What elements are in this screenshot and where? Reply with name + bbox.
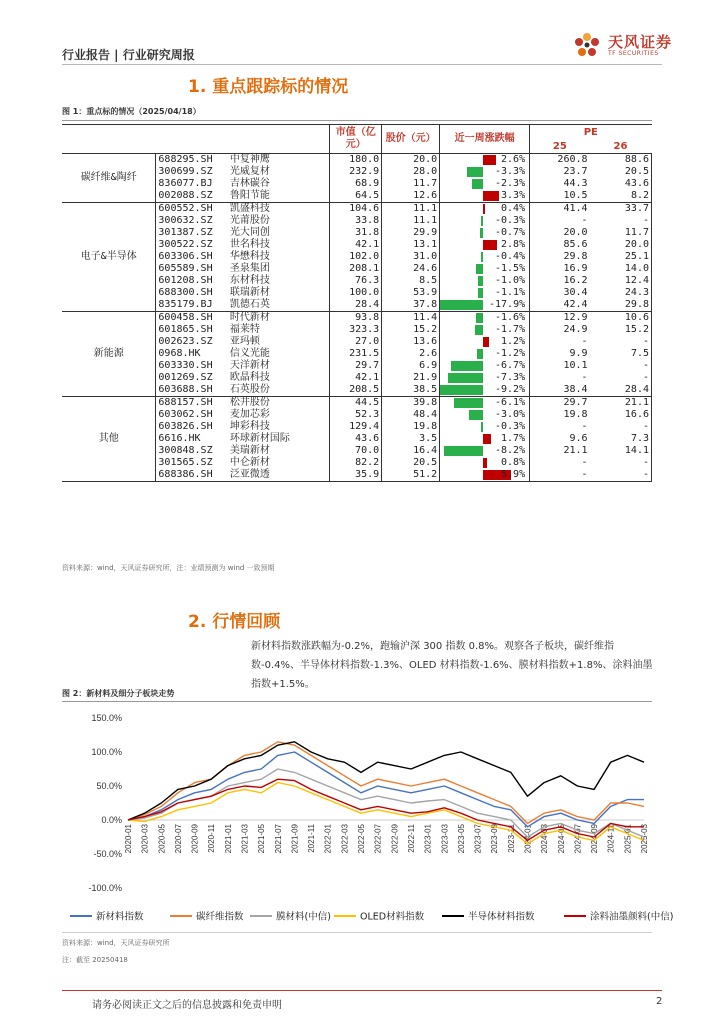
- stock-code: 300632.SZ: [156, 215, 228, 227]
- stock-price: 24.6: [382, 263, 440, 275]
- stock-code: 603826.SH: [156, 421, 228, 433]
- pe-2025: -: [530, 421, 590, 433]
- stock-code: 605589.SH: [156, 263, 228, 275]
- x-tick-label: 2023-05: [456, 824, 466, 854]
- market-cap: 52.3: [330, 409, 382, 421]
- weekly-change-value: 5.9%: [501, 469, 526, 480]
- stock-name: 环球新材国际: [229, 433, 290, 444]
- pe-2025: 30.4: [530, 287, 590, 299]
- x-tick-label: 2021-03: [240, 824, 250, 854]
- pe-2026: 29.8: [590, 299, 652, 312]
- weekly-change-cell: [440, 287, 530, 299]
- weekly-change-value: -9.2%: [495, 384, 526, 395]
- market-cap: 102.0: [330, 251, 382, 263]
- chart-date-note: 注：截至 20250418: [62, 956, 128, 964]
- market-cap: 68.9: [330, 178, 382, 190]
- pe-2025: 29.8: [530, 251, 590, 263]
- stock-code: 836077.BJ: [156, 178, 228, 190]
- x-tick-label: 2021-05: [257, 824, 267, 854]
- stock-price: 29.9: [382, 227, 440, 239]
- weekly-change-value: 3.3%: [501, 190, 526, 201]
- chart-source-note: 资料来源：wind，天风证券研究所: [62, 939, 170, 947]
- stock-name: 中仑新材: [229, 457, 270, 468]
- pe-2025: 16.2: [530, 275, 590, 287]
- weekly-change-value: 1.7%: [501, 433, 526, 444]
- y-tick-label: 100.0%: [91, 747, 122, 757]
- x-tick-label: 2023-01: [423, 824, 433, 854]
- figure1-caption: 图 1：重点标的情况（2025/04/18）: [62, 107, 201, 116]
- stock-price: 6.9: [382, 360, 440, 372]
- x-tick-label: 2020-03: [140, 824, 150, 854]
- stock-price: 13.6: [382, 336, 440, 348]
- legend-label: 半导体材料指数: [468, 911, 535, 923]
- weekly-change-value: 0.8%: [501, 457, 526, 468]
- stock-price: 11.7: [382, 178, 440, 190]
- pe-2026: 21.1: [590, 397, 652, 410]
- market-cap: 208.5: [330, 384, 382, 397]
- pe-2025: 85.6: [530, 239, 590, 251]
- stock-name: 世名科技: [229, 239, 270, 250]
- stock-name: 华懋科技: [229, 251, 270, 262]
- pe-2026: 10.6: [590, 312, 652, 325]
- pe-2025: 24.9: [530, 324, 590, 336]
- stock-code: 002623.SZ: [156, 336, 228, 348]
- pe-2026: 8.2: [590, 190, 652, 203]
- weekly-change-value: -1.1%: [495, 287, 526, 298]
- pe-2025: 41.4: [530, 203, 590, 216]
- market-cap: 64.5: [330, 190, 382, 203]
- pe-2025: 19.8: [530, 409, 590, 421]
- weekly-change-cell: [440, 299, 530, 312]
- x-tick-label: 2020-11: [207, 824, 217, 853]
- legend-label: 碳纤维指数: [196, 911, 244, 923]
- pe-2026: 20.0: [590, 239, 652, 251]
- stock-code: 300699.SZ: [156, 166, 228, 178]
- pe-2026: 88.6: [590, 154, 652, 167]
- stock-name: 美瑞新材: [229, 445, 270, 456]
- stock-name: 光威复材: [229, 166, 270, 177]
- market-cap: 231.5: [330, 348, 382, 360]
- pe-2025: 42.4: [530, 299, 590, 312]
- stock-code: 601208.SH: [156, 275, 228, 287]
- market-review-paragraph: 新材料指数涨跌幅为-0.2%，跑输沪深 300 指数 0.8%。观察各子板块，碳纤维指数-0.4%、半导体材料指数-1.3%、OLED 材料指数-1.6%、膜材料指数+1.8%、涂料油墨指数+1.5%。: [251, 641, 653, 690]
- x-tick-label: 2023-07: [473, 824, 483, 854]
- footer-divider: [62, 990, 662, 991]
- stock-code: 603306.SH: [156, 251, 228, 263]
- weekly-change-value: -1.2%: [495, 348, 526, 359]
- stock-code: 688386.SH: [156, 469, 228, 482]
- header-price: 股价（元）: [382, 125, 440, 154]
- market-cap: 180.0: [330, 154, 382, 167]
- stock-price: 11.4: [382, 312, 440, 325]
- weekly-change-value: -3.3%: [495, 166, 526, 177]
- stock-price: 11.1: [382, 203, 440, 216]
- stock-code: 601865.SH: [156, 324, 228, 336]
- table-source-note: 资料来源：wind，天风证券研究所，注：业绩预测为 wind 一致预期: [62, 564, 275, 572]
- stock-name: 凯盛科技: [228, 203, 330, 216]
- weekly-change-cell: [440, 239, 530, 251]
- stock-name: 信义光能: [229, 348, 270, 359]
- stock-name: 凯德石英: [228, 299, 330, 312]
- market-cap: 33.8: [330, 215, 382, 227]
- weekly-change-cell: [440, 324, 530, 336]
- x-tick-label: 2022-01: [323, 824, 333, 854]
- weekly-change-value: 0.4%: [501, 203, 526, 214]
- weekly-change-cell: [440, 421, 530, 433]
- pe-2025: 23.7: [530, 166, 590, 178]
- stock-price: 31.0: [382, 251, 440, 263]
- weekly-change-cell: [440, 445, 530, 457]
- weekly-change-value: 1.2%: [501, 336, 526, 347]
- pe-2026: -: [590, 336, 652, 348]
- pe-2026: 14.0: [590, 263, 652, 275]
- stock-name: 鲁阳节能: [228, 190, 330, 203]
- stock-price: 13.1: [382, 239, 440, 251]
- weekly-change-cell: [440, 312, 530, 325]
- pe-2026: -: [590, 372, 652, 384]
- weekly-change-cell: [440, 154, 530, 167]
- stock-price: 51.2: [382, 469, 440, 482]
- header-pe: PE: [530, 125, 652, 142]
- market-cap: 129.4: [330, 421, 382, 433]
- stock-name: 光莆股份: [229, 215, 270, 226]
- stock-price: 3.5: [382, 433, 440, 445]
- weekly-change-value: -0.4%: [495, 251, 526, 262]
- market-cap: 70.0: [330, 445, 382, 457]
- weekly-change-value: -6.1%: [495, 397, 526, 408]
- pe-2025: 38.4: [530, 384, 590, 397]
- x-tick-label: 2021-01: [223, 824, 233, 854]
- x-tick-label: 2023-09: [490, 824, 500, 854]
- group-label: 电子&半导体: [62, 203, 156, 312]
- pe-2025: -: [530, 457, 590, 469]
- weekly-change-cell: [440, 275, 530, 287]
- market-cap: 29.7: [330, 360, 382, 372]
- x-tick-label: 2024-11: [606, 824, 616, 853]
- header-chg: 近一周涨跌幅: [440, 125, 530, 154]
- section2-title: 2. 行情回顾: [188, 612, 281, 632]
- market-cap: 76.3: [330, 275, 382, 287]
- stock-name: 天洋新材: [229, 360, 270, 371]
- pe-2026: 43.6: [590, 178, 652, 190]
- stock-code: 002088.SZ: [156, 190, 228, 203]
- market-cap: 104.6: [330, 203, 382, 216]
- stock-code: 0968.HK: [156, 348, 228, 360]
- logo-en-text: TF SECURITIES: [608, 50, 659, 57]
- header-pe25: 25: [530, 141, 590, 154]
- x-tick-label: 2022-03: [340, 824, 350, 854]
- market-cap: 28.4: [330, 299, 382, 312]
- pe-2026: 25.1: [590, 251, 652, 263]
- x-tick-label: 2022-09: [390, 824, 400, 854]
- weekly-change-cell: [440, 166, 530, 178]
- x-tick-label: 2024-07: [573, 824, 583, 854]
- stock-code: 6616.HK: [156, 433, 228, 445]
- stock-price: 12.6: [382, 190, 440, 203]
- pe-2026: -: [590, 469, 652, 482]
- weekly-change-cell: [440, 263, 530, 275]
- stock-code: 300848.SZ: [156, 445, 228, 457]
- weekly-change-value: -8.2%: [495, 445, 526, 456]
- x-tick-label: 2023-03: [440, 824, 450, 854]
- market-cap: 27.0: [330, 336, 382, 348]
- pe-2026: 33.7: [590, 203, 652, 216]
- market-cap: 35.9: [330, 469, 382, 482]
- x-tick-label: 2020-01: [124, 824, 133, 854]
- weekly-change-value: -1.0%: [495, 275, 526, 286]
- weekly-change-cell: [440, 372, 530, 384]
- weekly-change-cell: [440, 190, 530, 203]
- stock-code: 603330.SH: [156, 360, 228, 372]
- weekly-change-value: -17.9%: [488, 299, 526, 310]
- stock-price: 20.0: [382, 154, 440, 167]
- x-tick-label: 2025-03: [640, 824, 649, 854]
- weekly-change-value: -6.7%: [495, 360, 526, 371]
- stock-price: 21.9: [382, 372, 440, 384]
- weekly-change-cell: [440, 433, 530, 445]
- pe-2025: 29.7: [530, 397, 590, 410]
- stock-price: 38.5: [382, 384, 440, 397]
- stock-price: 53.9: [382, 287, 440, 299]
- x-tick-label: 2021-11: [307, 824, 317, 853]
- x-tick-label: 2021-09: [290, 824, 300, 854]
- x-tick-label: 2020-09: [190, 824, 200, 854]
- stock-name: 亚玛顿: [229, 336, 260, 347]
- stock-name: 福莱特: [229, 324, 260, 335]
- pe-2025: 9.9: [530, 348, 590, 360]
- market-cap: 323.3: [330, 324, 382, 336]
- weekly-change-cell: [440, 178, 530, 190]
- weekly-change-cell: [440, 384, 530, 397]
- y-tick-label: -50.0%: [93, 849, 122, 859]
- stock-code: 301387.SZ: [156, 227, 228, 239]
- stock-name: 光大同创: [229, 227, 270, 238]
- weekly-change-cell: [440, 469, 530, 482]
- sector-trend-chart: [62, 706, 674, 931]
- company-logo: [570, 27, 680, 63]
- y-tick-label: 0.0%: [101, 815, 122, 825]
- pe-2025: 21.1: [530, 445, 590, 457]
- stock-name: 坤彩科技: [229, 421, 270, 432]
- pe-2025: -: [530, 215, 590, 227]
- legend-label: 涂料油墨颜料(中信): [590, 911, 674, 923]
- table-row: [62, 397, 652, 410]
- pe-2025: 10.5: [530, 190, 590, 203]
- figure2-rule: [62, 701, 652, 702]
- table-row: [62, 154, 652, 167]
- market-cap: 42.1: [330, 239, 382, 251]
- market-cap: 42.1: [330, 372, 382, 384]
- stock-price: 39.8: [382, 397, 440, 410]
- stock-code: 688300.SH: [156, 287, 228, 299]
- weekly-change-cell: [440, 227, 530, 239]
- weekly-change-cell: [440, 203, 530, 216]
- group-label: 碳纤维&陶纤: [62, 154, 156, 203]
- stock-code: 835179.BJ: [156, 299, 228, 312]
- pe-2026: 12.4: [590, 275, 652, 287]
- market-cap: 43.6: [330, 433, 382, 445]
- x-tick-label: 2020-05: [157, 824, 167, 854]
- market-cap: 82.2: [330, 457, 382, 469]
- pe-2026: -: [590, 360, 652, 372]
- weekly-change-cell: [440, 215, 530, 227]
- weekly-change-cell: [440, 348, 530, 360]
- weekly-change-value: -1.6%: [495, 312, 526, 323]
- pe-2026: 16.6: [590, 409, 652, 421]
- market-cap: 100.0: [330, 287, 382, 299]
- weekly-change-value: -2.3%: [495, 178, 526, 189]
- legend-label: 新材料指数: [96, 911, 144, 923]
- stock-name: 石英股份: [228, 384, 330, 397]
- footer-disclaimer[interactable]: 请务必阅读正文之后的信息披露和免责申明: [92, 1000, 282, 1011]
- x-tick-label: 2024-05: [556, 824, 566, 854]
- stock-price: 11.1: [382, 215, 440, 227]
- pe-2025: 44.3: [530, 178, 590, 190]
- weekly-change-cell: [440, 457, 530, 469]
- x-tick-label: 2024-01: [523, 824, 533, 854]
- table-row: [62, 312, 652, 325]
- stock-code: 600552.SH: [156, 203, 228, 216]
- weekly-change-value: -3.0%: [495, 409, 526, 420]
- market-cap: 208.1: [330, 263, 382, 275]
- pe-2026: -: [590, 457, 652, 469]
- weekly-change-cell: [440, 336, 530, 348]
- stock-name: 松井股份: [228, 397, 330, 410]
- group-label: 其他: [62, 397, 156, 482]
- pe-2025: -: [530, 336, 590, 348]
- pe-2026: 20.5: [590, 166, 652, 178]
- stock-code: 001269.SZ: [156, 372, 228, 384]
- stock-price: 2.6: [382, 348, 440, 360]
- stock-price: 48.4: [382, 409, 440, 421]
- pe-2026: 11.7: [590, 227, 652, 239]
- stock-code: 300522.SZ: [156, 239, 228, 251]
- market-cap: 232.9: [330, 166, 382, 178]
- figure2-caption: 图 2：新材料及细分子板块走势: [62, 689, 175, 698]
- pe-2026: 24.3: [590, 287, 652, 299]
- x-tick-label: 2020-07: [173, 824, 183, 854]
- weekly-change-value: 2.8%: [501, 239, 526, 250]
- pe-2025: 20.0: [530, 227, 590, 239]
- weekly-change-cell: [440, 409, 530, 421]
- pe-2026: 14.1: [590, 445, 652, 457]
- stock-name: 圣泉集团: [229, 263, 270, 274]
- weekly-change-value: -7.3%: [495, 372, 526, 383]
- pe-2025: -: [530, 469, 590, 482]
- stock-price: 20.5: [382, 457, 440, 469]
- pe-2026: 28.4: [590, 384, 652, 397]
- pe-2025: 10.1: [530, 360, 590, 372]
- stock-price: 15.2: [382, 324, 440, 336]
- y-tick-label: -100.0%: [88, 883, 122, 893]
- pe-2025: 260.8: [530, 154, 590, 167]
- group-label: 新能源: [62, 312, 156, 397]
- weekly-change-value: -1.7%: [495, 324, 526, 335]
- pe-2026: 7.3: [590, 433, 652, 445]
- page-number: 2: [656, 996, 663, 1007]
- figure2-bottom-rule: [62, 932, 652, 933]
- market-cap: 93.8: [330, 312, 382, 325]
- stock-name: 麦加芯彩: [229, 409, 270, 420]
- table-row: [62, 203, 652, 216]
- x-tick-label: 2022-05: [357, 824, 367, 854]
- x-tick-label: 2024-09: [590, 824, 600, 854]
- x-tick-label: 2022-11: [406, 824, 416, 853]
- x-tick-label: 2021-07: [273, 824, 283, 854]
- stock-name: 联瑞新材: [229, 287, 270, 298]
- header-mktcap: 市值（亿元）: [330, 125, 382, 154]
- key-stocks-table: [62, 124, 652, 482]
- weekly-change-cell: [440, 251, 530, 263]
- pe-2026: 15.2: [590, 324, 652, 336]
- weekly-change-value: 2.6%: [501, 154, 526, 165]
- market-cap: 44.5: [330, 397, 382, 410]
- pe-2025: 16.9: [530, 263, 590, 275]
- series-line: [128, 783, 644, 844]
- weekly-change-value: -0.3%: [495, 215, 526, 226]
- stock-name: 吉林碳谷: [229, 178, 270, 189]
- weekly-change-value: -0.7%: [495, 227, 526, 238]
- stock-name: 东材科技: [229, 275, 270, 286]
- stock-price: 16.4: [382, 445, 440, 457]
- x-tick-label: 2025-01: [623, 824, 633, 854]
- stock-code: 603062.SH: [156, 409, 228, 421]
- stock-code: 600458.SH: [156, 312, 228, 325]
- pe-2026: -: [590, 421, 652, 433]
- section1-title: 1. 重点跟踪标的情况: [188, 77, 349, 97]
- stock-code: 688157.SH: [156, 397, 228, 410]
- weekly-change-cell: [440, 360, 530, 372]
- stock-price: 19.8: [382, 421, 440, 433]
- stock-code: 603688.SH: [156, 384, 228, 397]
- stock-name: 中复神鹰: [228, 154, 330, 167]
- y-tick-label: 150.0%: [91, 713, 122, 723]
- header-divider: [62, 64, 662, 65]
- pe-2026: 7.5: [590, 348, 652, 360]
- legend-label: 膜材料(中信): [276, 911, 331, 923]
- stock-name: 泛亚微透: [228, 469, 330, 482]
- weekly-change-cell: [440, 397, 530, 410]
- legend-label: OLED材料指数: [360, 911, 425, 923]
- pe-2025: -: [530, 372, 590, 384]
- market-cap: 31.8: [330, 227, 382, 239]
- report-header-title: 行业报告 | 行业研究周报: [62, 48, 195, 62]
- stock-code: 301565.SZ: [156, 457, 228, 469]
- stock-name: 时代新材: [228, 312, 330, 325]
- stock-code: 688295.SH: [156, 154, 228, 167]
- pe-2025: 12.9: [530, 312, 590, 325]
- y-tick-label: 50.0%: [96, 781, 122, 791]
- weekly-change-value: -0.3%: [495, 421, 526, 432]
- figure1-rule: [62, 120, 652, 121]
- x-tick-label: 2024-03: [540, 824, 550, 854]
- pe-2026: -: [590, 215, 652, 227]
- weekly-change-value: -1.5%: [495, 263, 526, 274]
- stock-price: 37.8: [382, 299, 440, 312]
- x-tick-label: 2022-07: [373, 824, 383, 854]
- stock-price: 28.0: [382, 166, 440, 178]
- stock-price: 8.5: [382, 275, 440, 287]
- header-pe26: 26: [613, 141, 628, 152]
- x-tick-label: 2023-11: [506, 824, 516, 853]
- pe-2025: 9.6: [530, 433, 590, 445]
- logo-flower-icon: [570, 28, 604, 62]
- header-blank: [62, 125, 330, 154]
- stock-name: 欧晶科技: [229, 372, 270, 383]
- logo-cn-text: 天风证券: [608, 33, 673, 51]
